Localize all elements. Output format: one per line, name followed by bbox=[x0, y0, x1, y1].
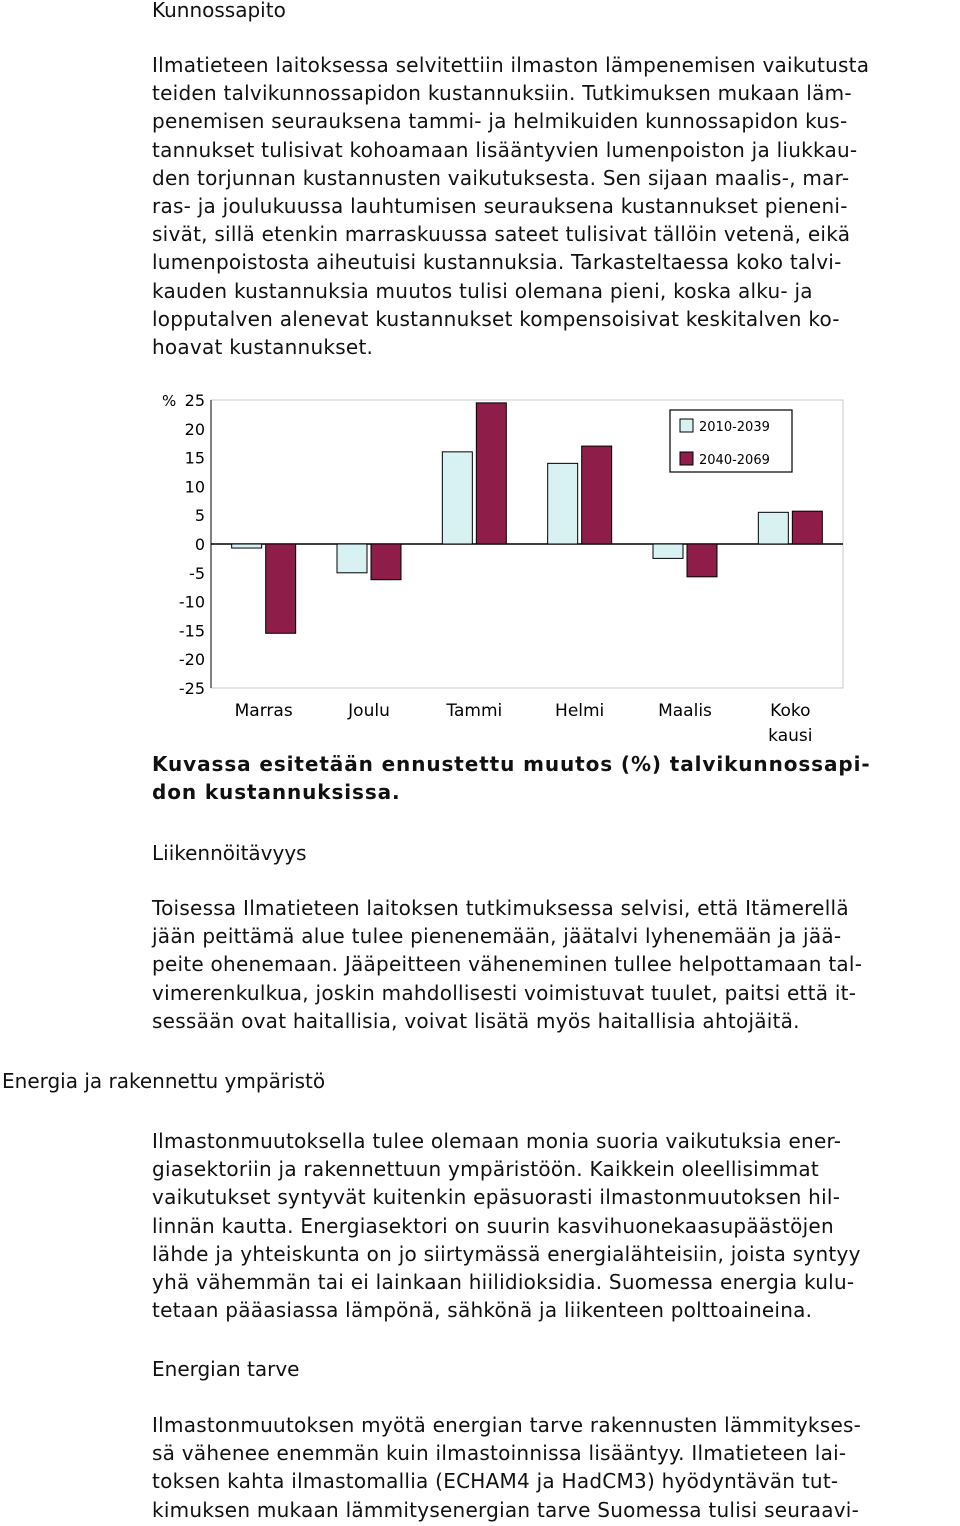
text-line: penemisen seurauksena tammi- ja helmikuiden kunnossapidon kus- bbox=[152, 109, 848, 134]
text-line: tannukset tulisivat kohoamaan lisääntyvien lumenpoiston ja liukkau- bbox=[152, 137, 858, 162]
bar-2040-2069-joulu bbox=[371, 544, 401, 580]
y-tick-label: 10 bbox=[184, 477, 205, 497]
section-heading-kunnossapito: Kunnossapito bbox=[152, 0, 286, 22]
bar-2040-2069-tammi bbox=[476, 403, 506, 544]
text-line: toksen kahta ilmastomallia (ECHAM4 ja HadCM3) hyödyntävän tut- bbox=[152, 1469, 839, 1494]
text-line: kimuksen mukaan lämmitysenergian tarve Suomessa tulisi seuraavi- bbox=[152, 1497, 860, 1522]
y-tick-label: -25 bbox=[178, 679, 205, 698]
cost-change-bar-chart bbox=[148, 386, 852, 746]
y-tick-label: 20 bbox=[184, 419, 205, 439]
text-line: lumenpoistosta aiheutuisi kustannuksia. Tarkasteltaessa koko talvi- bbox=[152, 250, 842, 275]
y-tick-label: 25 bbox=[184, 391, 205, 410]
text-line: yhä vähemmän tai ei lainkaan hiilidioksidia. Suomessa energia kulu- bbox=[152, 1270, 855, 1295]
x-tick-label: Maalis bbox=[658, 701, 712, 721]
y-tick-label: 0 bbox=[194, 535, 205, 554]
y-tick-label: -15 bbox=[178, 621, 205, 641]
figure-caption bbox=[152, 750, 952, 806]
text-line: peite ohenemaan. Jääpeitteen väheneminen tullee helpottamaan tal- bbox=[152, 952, 863, 977]
y-tick-label: 15 bbox=[184, 448, 205, 468]
text-line: giasektoriin ja rakennettuun ympäristöön. Kaikkein oleellisimmat bbox=[152, 1157, 820, 1182]
section-heading-energian-tarve: Energian tarve bbox=[152, 1357, 300, 1381]
text-line: don kustannuksissa. bbox=[152, 780, 401, 804]
chart-legend bbox=[670, 410, 792, 472]
text-line: Toisessa Ilmatieteen laitoksen tutkimuksessa selvisi, että Itämerellä bbox=[152, 896, 849, 920]
legend-swatch-2040-2069 bbox=[680, 452, 693, 465]
text-line: Ilmatieteen laitoksessa selvitettiin ilmaston lämpenemisen vaikutusta bbox=[152, 53, 870, 77]
text-line: teiden talvikunnossapidon kustannuksiin. Tutkimuksen mukaan läm- bbox=[152, 81, 852, 106]
bar-2010-2039-tammi bbox=[442, 452, 472, 544]
bar-2010-2039-joulu bbox=[337, 544, 367, 573]
text-line: tetaan pääasiassa lämpönä, sähkönä ja liikenteen polttoaineina. bbox=[152, 1298, 813, 1323]
y-tick-label: -20 bbox=[178, 650, 205, 670]
bar-2010-2039-koko bbox=[758, 512, 788, 544]
section-heading-liikennoitavyys: Liikennöitävyys bbox=[152, 841, 307, 865]
text-line: sessään ovat haitallisia, voivat lisätä myös haitallisia ahtojäitä. bbox=[152, 1008, 800, 1033]
chart-unit-label: % bbox=[162, 392, 177, 410]
text-line: vaikutukset syntyvät kuitenkin epäsuorasti ilmastonmuutoksen hil- bbox=[152, 1185, 841, 1210]
paragraph-liikennoitavyys bbox=[152, 894, 960, 1035]
text-line: linnän kautta. Energiasektori on suurin kasvihuonekaasupäästöjen bbox=[152, 1213, 834, 1238]
x-tick-label: Joulu bbox=[348, 701, 390, 721]
legend-label-2010-2039: 2010-2039 bbox=[699, 420, 770, 435]
bar-2040-2069-maalis bbox=[687, 544, 717, 577]
x-tick-label: Koko kausi bbox=[768, 701, 813, 746]
bar-2010-2039-helmi bbox=[548, 463, 578, 544]
paragraph-energian-tarve bbox=[152, 1411, 960, 1524]
text-line: lähde ja yhteiskunta on jo siirtymässä energialähteisiin, joista syntyy bbox=[152, 1241, 861, 1266]
text-line: ras- ja joulukuussa lauhtumisen seurauksena kustannukset pieneni- bbox=[152, 194, 848, 219]
y-tick-label: 5 bbox=[194, 506, 205, 526]
x-tick-label: Marras bbox=[234, 701, 293, 721]
text-line: Kuvassa esitetään ennustettu muutos (%) talvikunnossapi- bbox=[152, 752, 871, 776]
chart-y-tick-labels bbox=[179, 391, 205, 698]
legend-swatch-2010-2039 bbox=[680, 419, 693, 432]
text-line: Ilmastonmuutoksella tulee olemaan monia suoria vaikutuksia ener- bbox=[152, 1129, 842, 1153]
bar-2010-2039-marras bbox=[232, 544, 262, 548]
y-tick-label: -5 bbox=[189, 563, 205, 583]
bar-2040-2069-koko bbox=[792, 511, 822, 544]
chart-x-tick-labels bbox=[235, 701, 813, 746]
paragraph-energia bbox=[152, 1127, 960, 1324]
section-heading-energia: Energia ja rakennettu ympäristö bbox=[2, 1069, 326, 1093]
text-line: vimerenkulkua, joskin mahdollisesti voimistuvat tuulet, paitsi että it- bbox=[152, 980, 857, 1005]
text-line: sä vähenee enemmän kuin ilmastoinnissa lisääntyy. Ilmatieteen lai- bbox=[152, 1441, 847, 1466]
text-line: jään peittämä alue tulee pienenemään, jäätalvi lyhenemään ja jää- bbox=[152, 924, 842, 949]
x-tick-label: Helmi bbox=[555, 701, 605, 721]
text-line: Ilmastonmuutoksen myötä energian tarve rakennusten lämmitykses- bbox=[152, 1413, 862, 1437]
text-line: sivät, sillä etenkin marraskuussa sateet tulisivat tällöin vetenä, eikä bbox=[152, 222, 851, 247]
text-line: hoavat kustannukset. bbox=[152, 335, 374, 360]
y-tick-label: -10 bbox=[178, 592, 205, 612]
bar-2040-2069-helmi bbox=[582, 446, 612, 544]
text-line: lopputalven alenevat kustannukset kompensoisivat keskitalven ko- bbox=[152, 306, 840, 331]
bar-2010-2039-maalis bbox=[653, 544, 683, 558]
bar-2040-2069-marras bbox=[266, 544, 296, 633]
paragraph-kunnossapito bbox=[152, 51, 960, 361]
text-line: kauden kustannuksia muutos tulisi olemana pieni, koska alku- ja bbox=[152, 278, 813, 303]
text-line: den torjunnan kustannusten vaikutuksesta. Sen sijaan maalis-, mar- bbox=[152, 165, 850, 190]
x-tick-label: Tammi bbox=[446, 701, 503, 721]
legend-label-2040-2069: 2040-2069 bbox=[699, 453, 770, 468]
